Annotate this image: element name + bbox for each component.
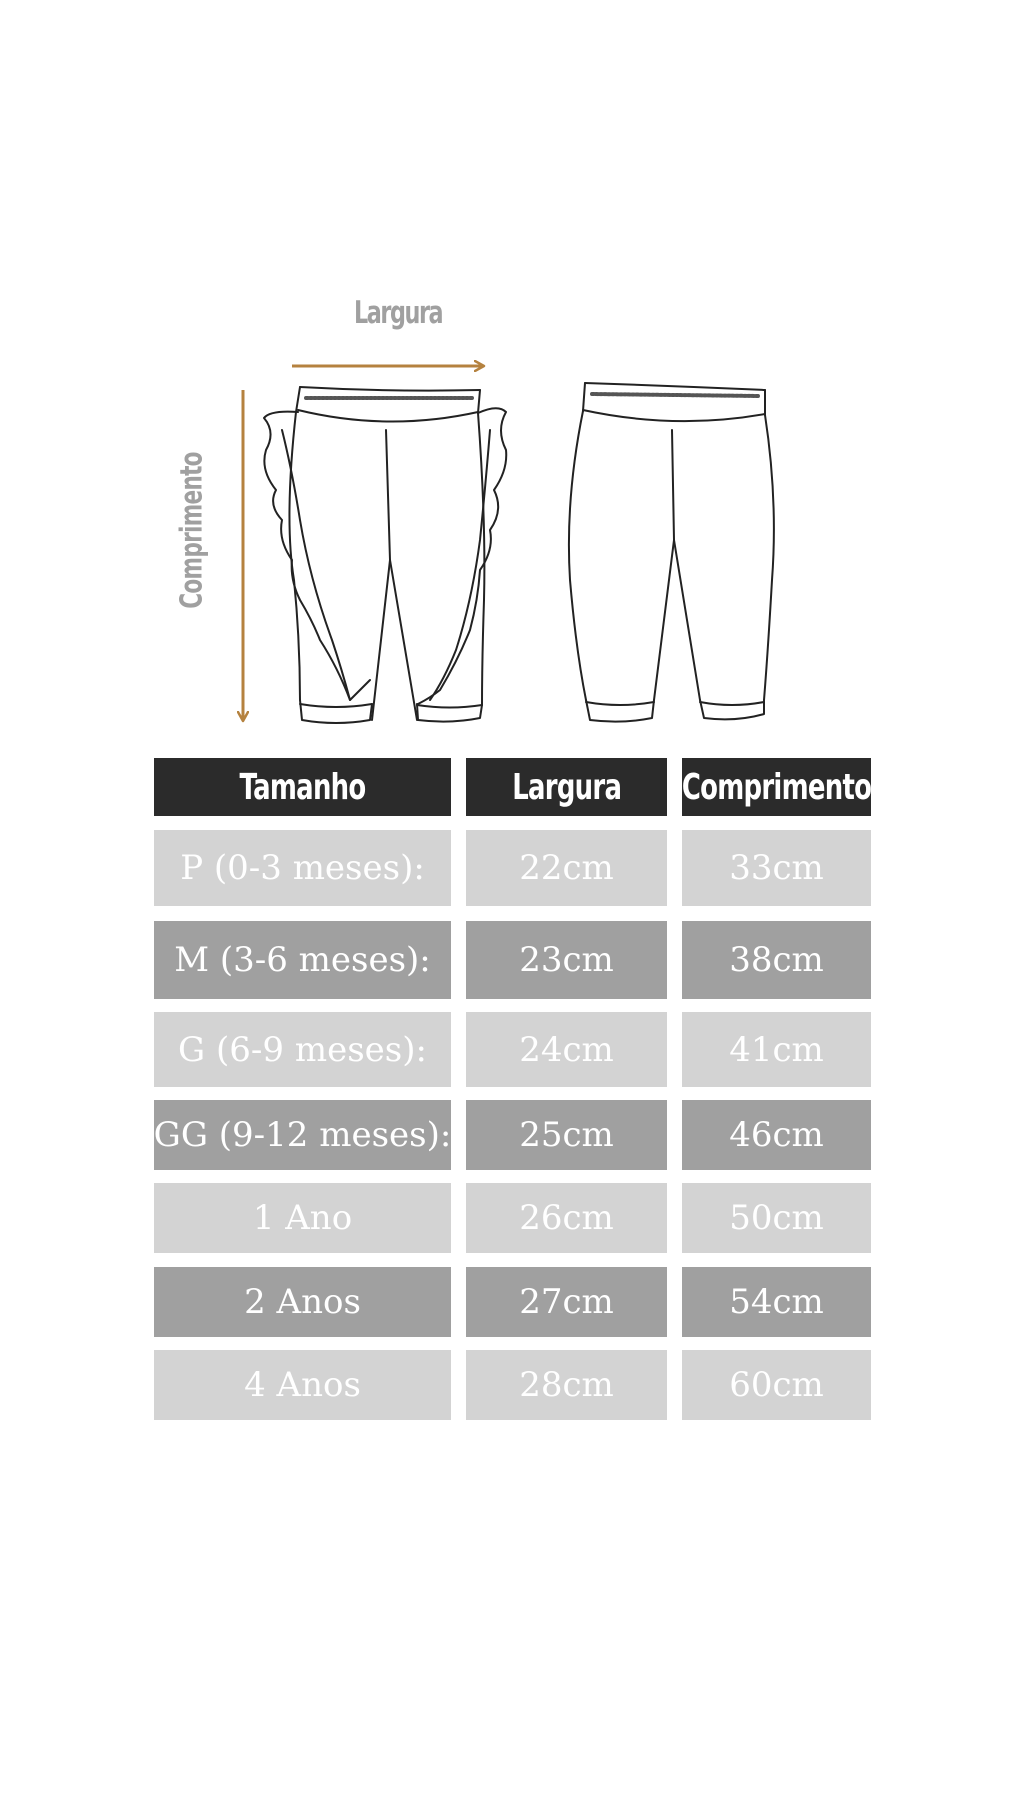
header-size: Tamanho <box>154 758 451 816</box>
table-row-width: 22cm <box>466 830 667 906</box>
table-row-width: 27cm <box>466 1267 667 1337</box>
back-pants-sketch <box>569 383 774 722</box>
pants-illustration <box>0 0 1024 760</box>
width-label: Largura <box>354 295 443 331</box>
garment-diagram <box>0 0 1024 760</box>
table-row-length: 50cm <box>682 1183 871 1253</box>
table-row-size: 2 Anos <box>154 1267 451 1337</box>
length-label: Comprimento <box>174 452 210 609</box>
table-row-width: 25cm <box>466 1100 667 1170</box>
table-row-length: 33cm <box>682 830 871 906</box>
header-width: Largura <box>466 758 667 816</box>
table-row-length: 41cm <box>682 1012 871 1087</box>
table-row-width: 23cm <box>466 921 667 999</box>
table-row-length: 38cm <box>682 921 871 999</box>
table-row-size: GG (9-12 meses): <box>154 1100 451 1170</box>
table-row-length: 60cm <box>682 1350 871 1420</box>
table-row-size: M (3-6 meses): <box>154 921 451 999</box>
table-row-width: 24cm <box>466 1012 667 1087</box>
table-row-width: 28cm <box>466 1350 667 1420</box>
table-row-size: 1 Ano <box>154 1183 451 1253</box>
table-row-width: 26cm <box>466 1183 667 1253</box>
table-row-size: G (6-9 meses): <box>154 1012 451 1087</box>
front-pants-sketch <box>264 387 506 723</box>
table-row-size: 4 Anos <box>154 1350 451 1420</box>
table-row-length: 46cm <box>682 1100 871 1170</box>
table-row-length: 54cm <box>682 1267 871 1337</box>
header-length: Comprimento <box>682 758 871 816</box>
table-row-size: P (0-3 meses): <box>154 830 451 906</box>
